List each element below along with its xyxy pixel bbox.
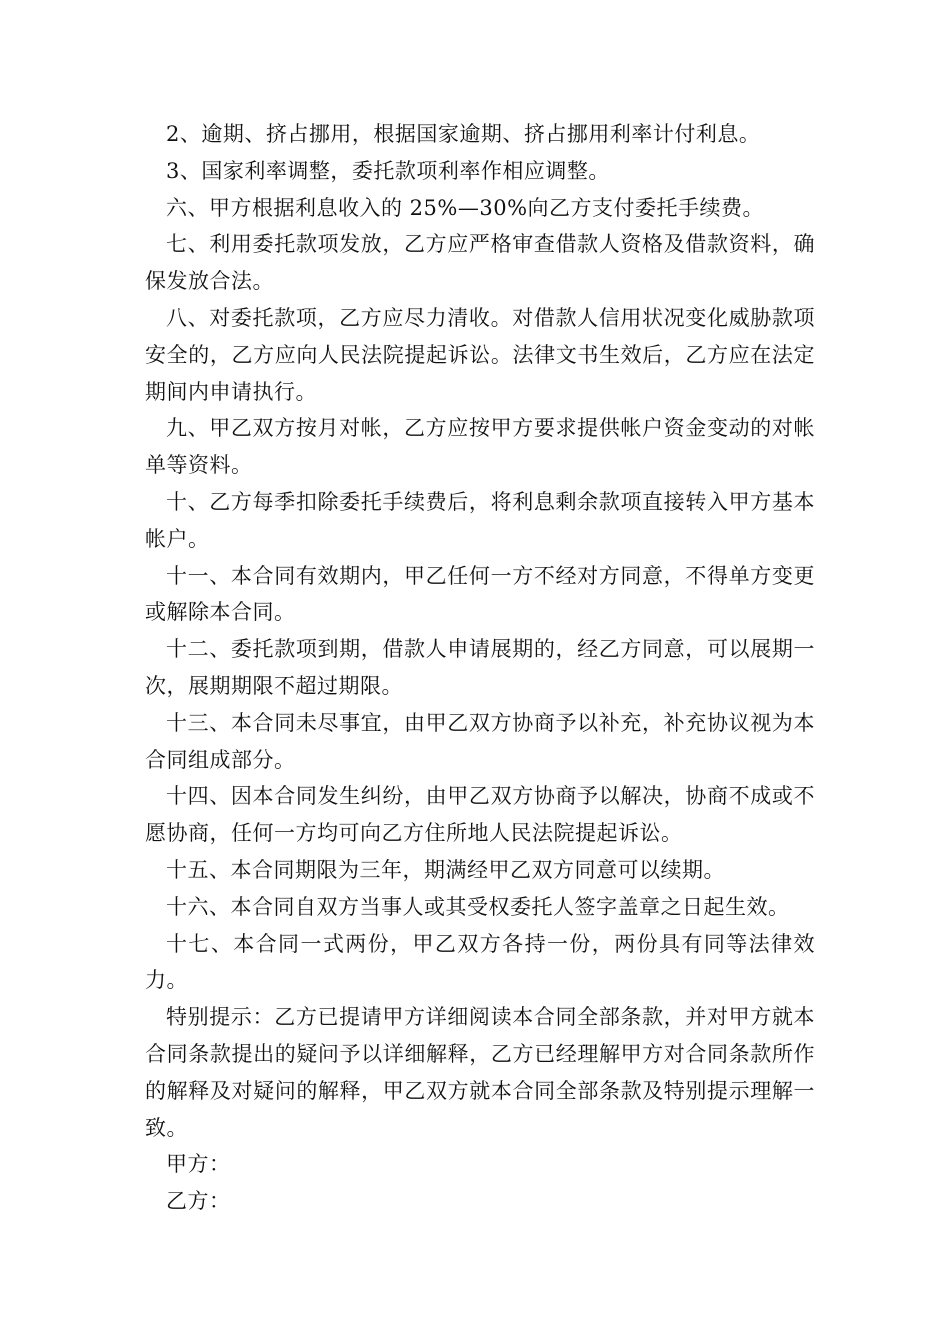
clause-6-commission-fee: 六、甲方根据利息收入的 25%—30%向乙方支付委托手续费。	[166, 195, 765, 220]
contract-body	[145, 116, 815, 1220]
clause-13-supplement: 十三、本合同未尽事宜，由甲乙双方协商予以补充，补充协议视为本合同组成部分。	[145, 710, 815, 772]
clause-12-extension: 十二、委托款项到期，借款人申请展期的，经乙方同意，可以展期一次，展期期限不超过期限。	[145, 637, 815, 698]
clause-10-interest-transfer: 十、乙方每季扣除委托手续费后，将利息剩余款项直接转入甲方基本帐户。	[145, 489, 815, 551]
special-notice: 特别提示：乙方已提请甲方详细阅读本合同全部条款，并对甲方就本合同条款提出的疑问予以详细解释，乙方已经理解甲方对合同条款所作的解释及对疑问的解释，甲乙双方就本合同全部条款及特别提示理解一致。	[145, 1005, 815, 1140]
clause-overdue-interest: 2、逾期、挤占挪用，根据国家逾期、挤占挪用利率计付利息。	[166, 122, 761, 146]
clause-rate-adjustment: 3、国家利率调整，委托款项利率作相应调整。	[166, 158, 610, 183]
clause-11-no-unilateral-change: 十一、本合同有效期内，甲乙任何一方不经对方同意，不得单方变更或解除本合同。	[145, 563, 815, 625]
clause-8-collection: 八、对委托款项，乙方应尽力清收。对借款人信用状况变化威胁款项安全的，乙方应向人民法院提起诉讼。法律文书生效后，乙方应在法定期间内申请执行。	[145, 305, 815, 404]
clause-17-copies: 十七、本合同一式两份，甲乙双方各持一份，两份具有同等法律效力。	[145, 931, 815, 993]
clause-7-loan-review: 七、利用委托款项发放，乙方应严格审查借款人资格及借款资料，确保发放合法。	[145, 232, 815, 294]
clause-9-reconciliation: 九、甲乙双方按月对帐，乙方应按甲方要求提供帐户资金变动的对帐单等资料。	[145, 416, 815, 478]
clause-16-effectiveness: 十六、本合同自双方当事人或其受权委托人签字盖章之日起生效。	[166, 894, 790, 919]
party-b-signature-line: 乙方：	[166, 1189, 231, 1214]
party-a-signature-line: 甲方：	[166, 1152, 231, 1177]
clause-14-disputes: 十四、因本合同发生纠纷，由甲乙双方协商予以解决，协商不成或不愿协商，任何一方均可向乙方住所地人民法院提起诉讼。	[145, 784, 815, 846]
clause-15-term: 十五、本合同期限为三年，期满经甲乙双方同意可以续期。	[166, 857, 725, 882]
